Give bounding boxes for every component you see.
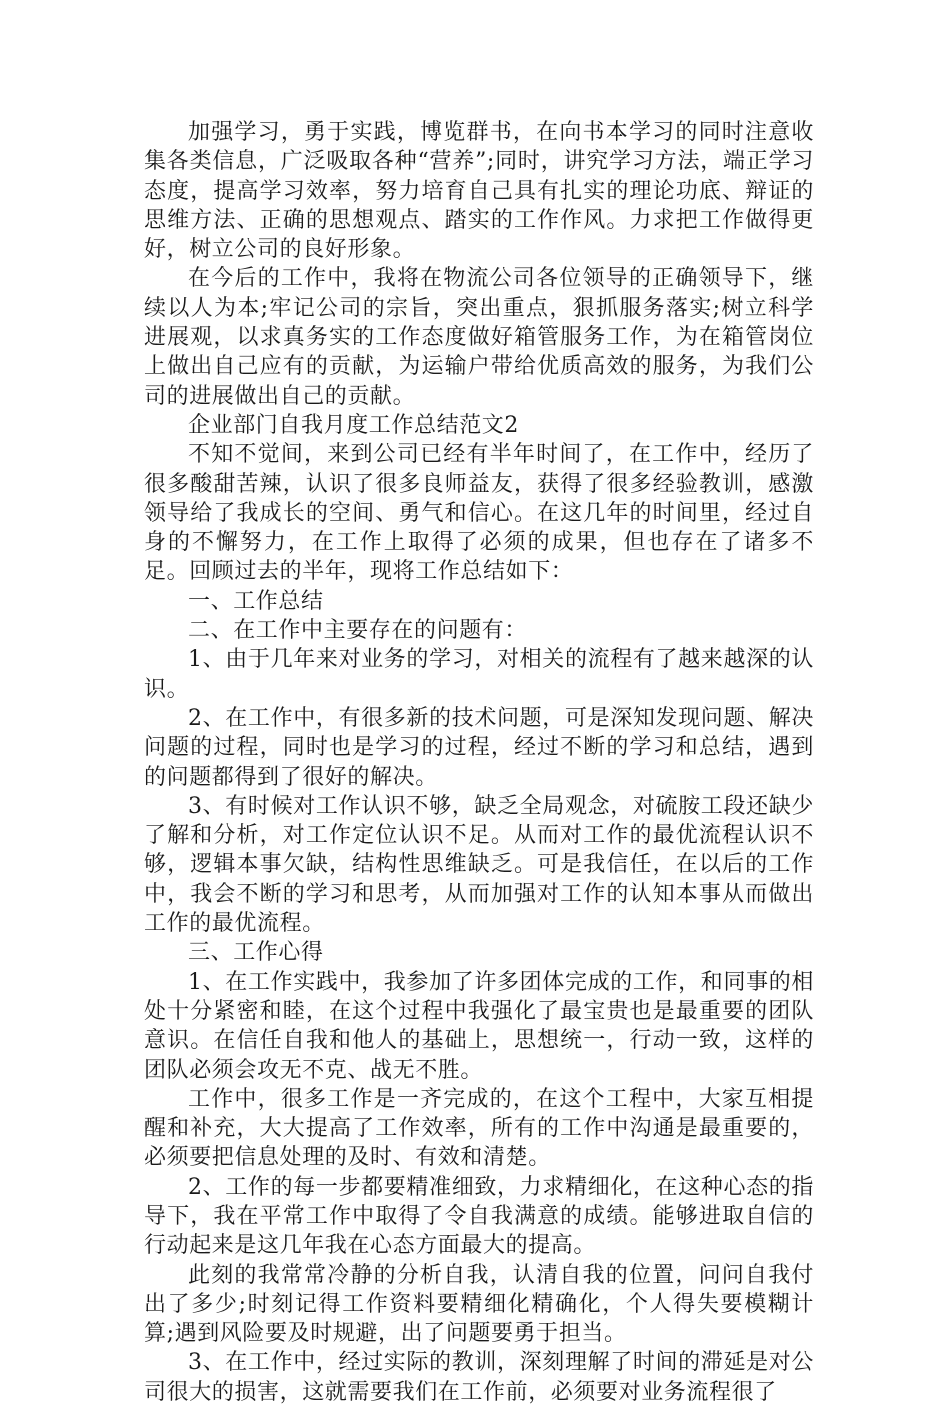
experience-item-1: 1、在工作实践中，我参加了许多团体完成的工作，和同事的相处十分紧密和睦，在这个过程中我强化了最宝贵也是最重要的团队意识。在信任自我和他人的基础上，思想统一，行动一致，这样的团队必须会攻无不克、战无不胜。 [144, 969, 814, 1083]
experience-item-2: 2、工作的每一步都要精准细致，力求精细化，在这种心态的指导下，我在平常工作中取得了令自我满意的成绩。能够进取自信的行动起来是这几年我在心态方面最大的提高。 [144, 1174, 814, 1259]
heading-work-summary: 一、工作总结 [188, 588, 324, 614]
problem-item-2: 2、在工作中，有很多新的技术问题，可是深知发现问题、解决问题的过程，同时也是学习的过程，经过不断的学习和总结，遇到的问题都得到了很好的解决。 [144, 705, 814, 790]
paragraph-future-work: 在今后的工作中，我将在物流公司各位领导的正确领导下，继续以人为本;牢记公司的宗旨，突出重点，狠抓服务落实;树立科学进展观，以求真务实的工作态度做好箱管服务工作，为在箱管岗位上做出自己应有的贡献，为运输户带给优质高效的服务，为我们公司的进展做出自己的贡献。 [144, 266, 814, 409]
paragraph-study: 加强学习，勇于实践，博览群书，在向书本学习的同时注意收集各类信息，广泛吸取各种“营养”;同时，讲究学习方法，端正学习态度，提高学习效率，努力培育自己具有扎实的理论功底、辩证的思维方法、正确的思想观点、踏实的工作作风。力求把工作做得更好，树立公司的良好形象。 [144, 120, 814, 263]
experience-item-3: 3、在工作中，经过实际的教训，深刻理解了时间的滞延是对公司很大的损害，这就需要我们在工作前，必须要对业务流程很了 [144, 1350, 814, 1405]
paragraph-teamwork: 工作中，很多工作是一齐完成的，在这个工程中，大家互相提醒和补充，大大提高了工作效率，所有的工作中沟通是最重要的，必须要把信息处理的及时、有效和清楚。 [144, 1086, 814, 1171]
paragraph-self-analysis: 此刻的我常常冷静的分析自我，认清自我的位置，问问自我付出了多少;时刻记得工作资料要精细化精确化，个人得失要模糊计算;遇到风险要及时规避，出了问题要勇于担当。 [144, 1262, 814, 1347]
problem-item-3: 3、有时候对工作认识不够，缺乏全局观念，对硫胺工段还缺少了解和分析，对工作定位认识不足。从而对工作的最优流程认识不够，逻辑本事欠缺，结构性思维缺乏。可是我信任，在以后的工作中，我会不断的学习和思考，从而加强对工作的认知本事从而做出工作的最优流程。 [144, 793, 814, 937]
heading-experience: 三、工作心得 [188, 940, 324, 966]
document-page [144, 118, 814, 1407]
problem-item-1: 1、由于几年来对业务的学习，对相关的流程有了越来越深的认识。 [144, 647, 814, 702]
paragraph-intro: 不知不觉间，来到公司已经有半年时间了，在工作中，经历了很多酸甜苦辣，认识了很多良师益友，获得了很多经验教训，感激领导给了我成长的空间、勇气和信心。在这几年的时间里，经过自身的不懈努力，在工作上取得了必须的成果，但也存在了诸多不足。回顾过去的半年，现将工作总结如下： [144, 442, 814, 585]
section-title: 企业部门自我月度工作总结范文2 [188, 412, 519, 438]
heading-problems: 二、在工作中主要存在的问题有： [188, 618, 528, 644]
